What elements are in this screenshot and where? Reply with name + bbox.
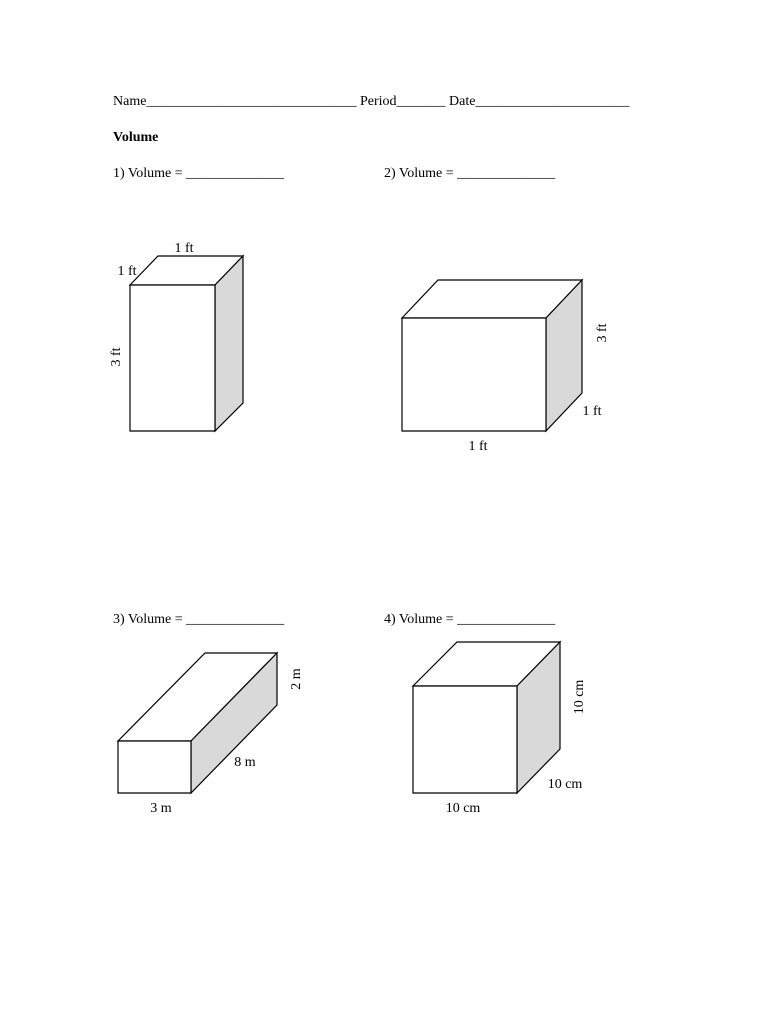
prism-1-height-label: 3 ft [109, 347, 124, 367]
period-label: Period [359, 94, 397, 109]
period-blank[interactable]: _______ [396, 94, 446, 109]
prism-4-depth-label: 10 cm [547, 777, 583, 792]
problem-4-answer-blank[interactable]: ______________ [457, 612, 556, 627]
prism-2-height-label: 3 ft [595, 323, 610, 343]
prism-3-front-face [118, 741, 191, 793]
problem-3-label: Volume = [127, 612, 183, 627]
problem-2-answer-blank[interactable]: ______________ [457, 166, 556, 181]
problem-2-label: Volume = [398, 166, 454, 181]
prism-2 [402, 280, 610, 454]
prism-2-width-label: 1 ft [468, 439, 488, 454]
prism-4-height-label: 10 cm [572, 679, 587, 715]
problem-2-number: 2) [384, 166, 396, 181]
prism-1-front-face [130, 285, 215, 431]
problem-1-number: 1) [113, 166, 125, 181]
prism-1-top-label: 1 ft [174, 241, 194, 256]
name-label: Name [113, 94, 147, 109]
prism-3-length-label: 8 m [234, 755, 256, 770]
prism-3-width-label: 3 m [150, 801, 172, 816]
prism-3-height-label: 2 m [289, 668, 304, 690]
problem-4-label: Volume = [398, 612, 454, 627]
problem-3-answer-blank[interactable]: ______________ [186, 612, 285, 627]
prism-2-front-face [402, 318, 546, 431]
prism-2-depth-label: 1 ft [582, 404, 602, 419]
prism-1-depth-label: 1 ft [117, 264, 137, 279]
name-blank[interactable]: ______________________________ [146, 94, 357, 109]
problem-3-number: 3) [113, 612, 125, 627]
problem-1-label: Volume = [127, 166, 183, 181]
prism-1-side-face [215, 256, 243, 431]
worksheet-title: Volume [113, 130, 159, 145]
prism-3 [118, 653, 304, 816]
problem-4-number: 4) [384, 612, 396, 627]
prism-1 [109, 241, 243, 431]
prism-4-front-face [413, 686, 517, 793]
date-label: Date [449, 94, 476, 109]
date-blank[interactable]: ______________________ [475, 94, 630, 109]
problem-1-answer-blank[interactable]: ______________ [186, 166, 285, 181]
prism-4 [413, 642, 587, 816]
prism-4-width-label: 10 cm [445, 801, 481, 816]
